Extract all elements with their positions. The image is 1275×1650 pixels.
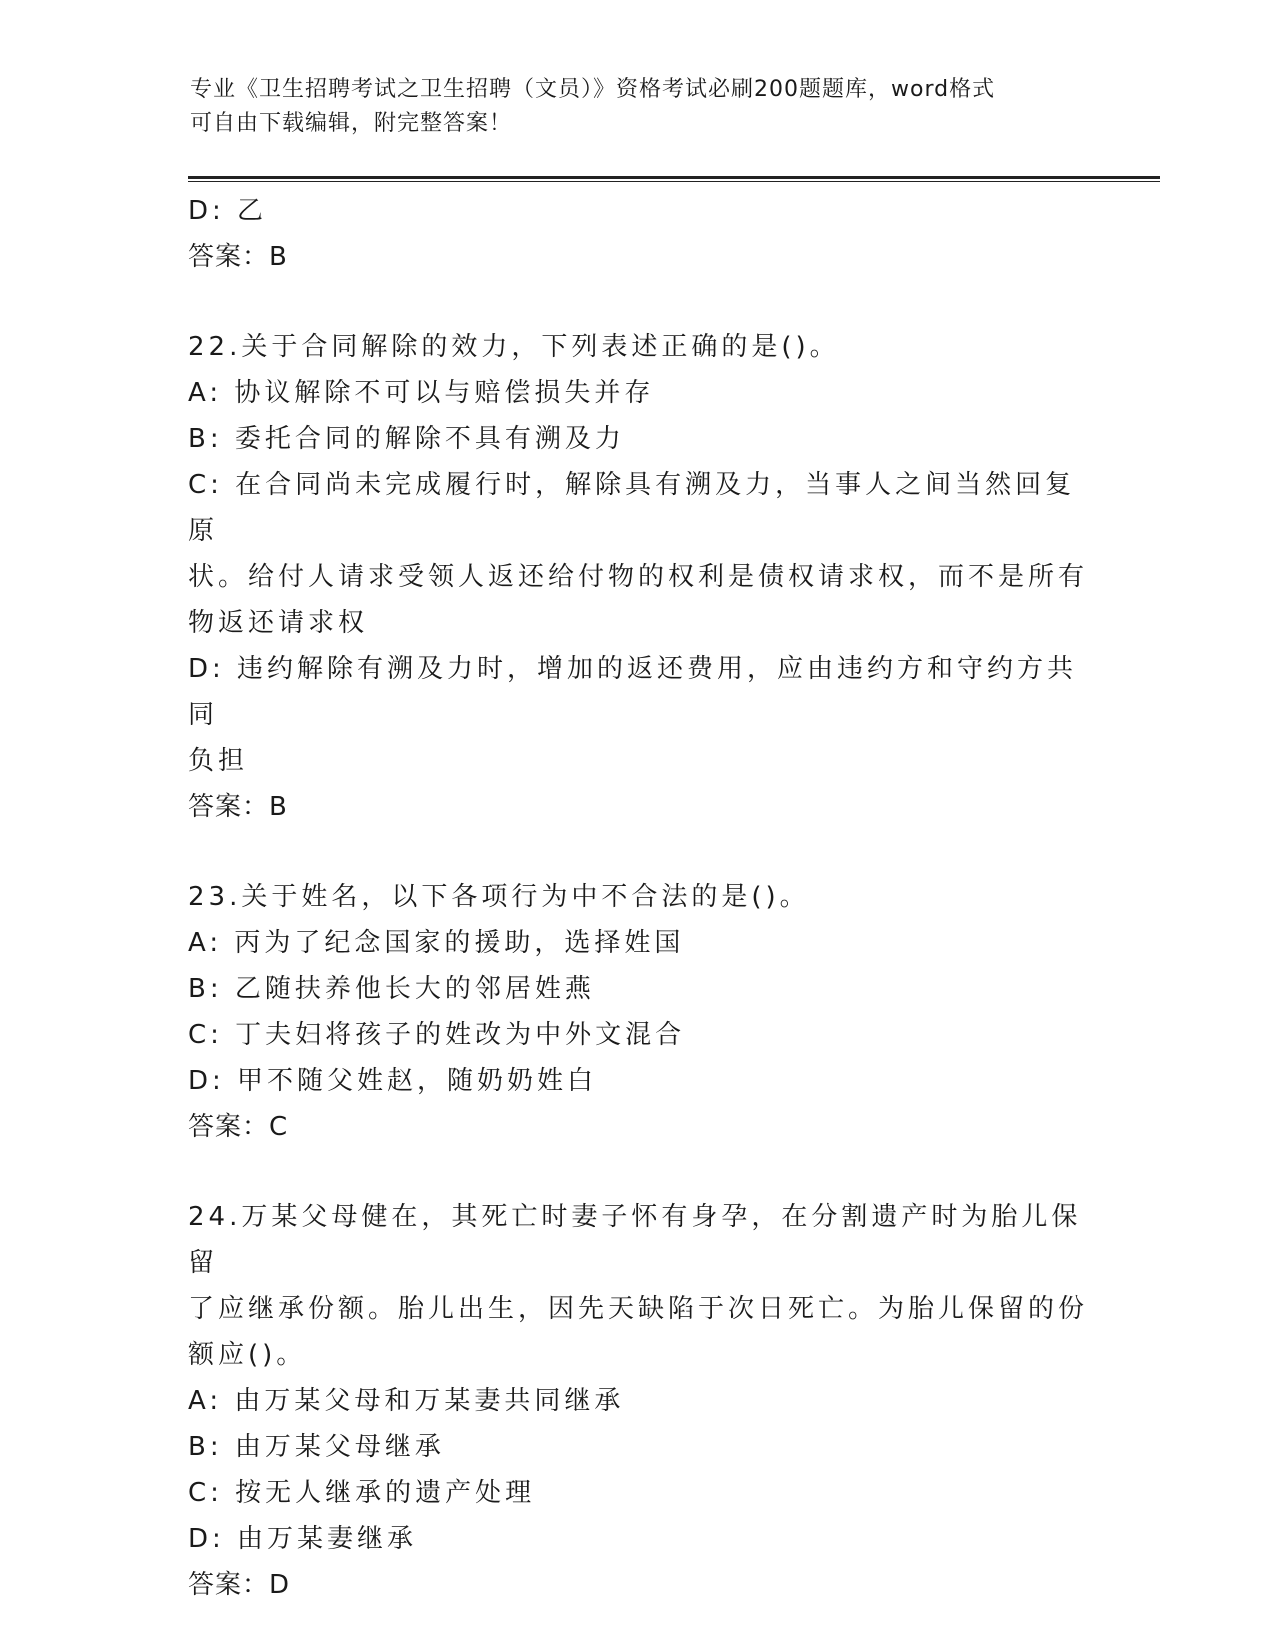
question-22 [188,324,1088,830]
question-stem-line-2: 了应继承份额。胎儿出生，因先天缺陷于次日死亡。为胎儿保留的份 [188,1294,1089,1324]
option-d: D: 由万某妻继承 [188,1524,418,1554]
option-d-line-1: D: 违约解除有溯及力时，增加的返还费用，应由违约方和守约方共同 [188,654,1078,730]
question-content [188,188,1088,1608]
header-rule-thin [188,181,1160,182]
option-b: B: 委托合同的解除不具有溯及力 [188,424,625,454]
option-c: C: 丁夫妇将孩子的姓改为中外文混合 [188,1020,686,1050]
header-line-2: 可自由下载编辑，附完整答案！ [190,111,513,136]
option-c: C: 按无人继承的遗产处理 [188,1478,536,1508]
document-header [190,73,1090,141]
question-stem: 22.关于合同解除的效力，下列表述正确的是()。 [188,332,840,362]
option-d: D: 乙 [188,196,268,226]
question-24 [188,1194,1088,1608]
header-line-1: 专业《卫生招聘考试之卫生招聘（文员）》资格考试必刷200题题库，word格式 [190,77,996,102]
question-stem-line-3: 额应()。 [188,1340,307,1370]
option-d-line-2: 负担 [188,746,249,776]
option-d: D: 甲不随父姓赵，随奶奶姓白 [188,1066,598,1096]
option-c [188,462,1088,646]
option-a: A: 协议解除不可以与赔偿损失并存 [188,378,655,408]
question-23 [188,874,1088,1150]
option-c-line-2: 状。给付人请求受领人返还给付物的权利是债权请求权，而不是所有 [188,562,1089,592]
option-c-line-3: 物返还请求权 [188,608,369,638]
previous-question-tail [188,188,1088,280]
answer-line: 答案：D [188,1570,291,1600]
option-b: B: 乙随扶养他长大的邻居姓燕 [188,974,595,1004]
option-a: A: 丙为了纪念国家的援助，选择姓国 [188,928,685,958]
question-stem: 23.关于姓名，以下各项行为中不合法的是()。 [188,882,810,912]
header-rule-thick [188,176,1160,179]
option-a: A: 由万某父母和万某妻共同继承 [188,1386,625,1416]
answer-line: 答案：B [188,792,288,822]
question-stem-line-1: 24.万某父母健在，其死亡时妻子怀有身孕，在分割遗产时为胎儿保留 [188,1202,1082,1278]
answer-line: 答案：C [188,1112,289,1142]
answer-line: 答案：B [188,242,288,272]
option-d [188,646,1088,784]
option-b: B: 由万某父母继承 [188,1432,445,1462]
option-c-line-1: C: 在合同尚未完成履行时，解除具有溯及力，当事人之间当然回复原 [188,470,1076,546]
